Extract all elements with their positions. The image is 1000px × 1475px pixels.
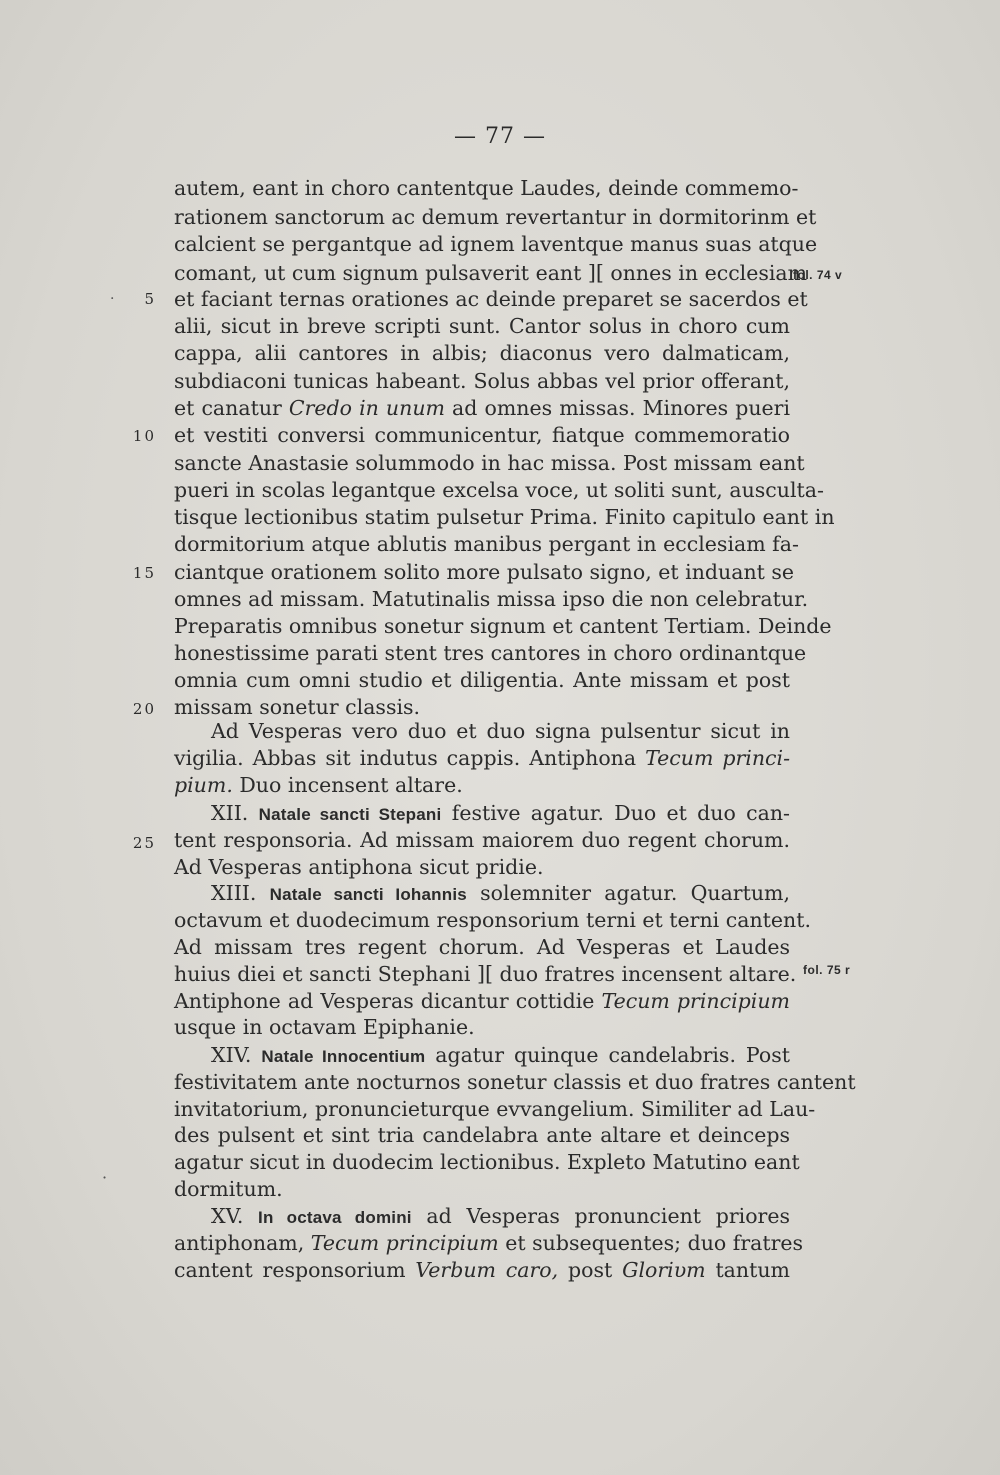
text-segment: dormitum. — [174, 1177, 283, 1201]
section-heading: Natale Innocentium — [261, 1047, 426, 1066]
text-segment: XIII. — [211, 881, 270, 905]
section-heading: In octava domini — [258, 1208, 412, 1227]
text-segment: tisque lectionibus statim pulsetur Prima. Finito capitulo eant in — [174, 505, 835, 529]
text-line — [174, 1257, 790, 1284]
text-segment: festive agatur. Duo et duo can- — [441, 801, 790, 825]
italic-text: Tecum princi- — [645, 746, 791, 770]
text-line — [174, 260, 808, 287]
text-line — [174, 745, 790, 772]
text-segment: omnes ad missam. Matutinalis missa ipso die non celebratur. — [174, 587, 809, 611]
text-segment: ciantque orationem solito more pulsato signo, et induant se — [174, 560, 795, 584]
text-line — [174, 988, 790, 1015]
text-segment: et canatur — [174, 396, 289, 420]
text-line — [174, 1122, 790, 1149]
text-segment: et subsequentes; duo fratres — [498, 1231, 804, 1255]
text-line — [174, 667, 790, 694]
line-number: 25 — [132, 834, 156, 852]
text-segment: invitatorium, pronuncieturque evvangelium. Similiter ad Lau- — [174, 1097, 816, 1121]
text-segment: et faciant ternas orationes ac deinde preparet se sacerdos et — [174, 287, 808, 311]
text-line — [174, 368, 790, 395]
text-line — [211, 1042, 790, 1069]
page-number: — 77 — — [454, 124, 546, 149]
text-line — [211, 1203, 790, 1230]
text-line — [211, 880, 790, 907]
text-line — [174, 1014, 790, 1041]
text-line — [174, 286, 808, 313]
text-segment: Ad Vesperas antiphona sicut pridie. — [174, 855, 544, 879]
text-segment: cantent responsorium — [174, 1258, 416, 1282]
text-segment: Preparatis omnibus sonetur signum et cantent Tertiam. Deinde — [174, 614, 832, 638]
text-segment: omnia cum omni studio et diligentia. Ante missam et post — [174, 668, 790, 692]
text-line — [174, 613, 832, 640]
text-segment: ad omnes missas. Minores pueri — [444, 396, 791, 420]
text-line — [174, 694, 790, 721]
text-line — [174, 422, 790, 449]
text-line — [211, 800, 790, 827]
text-segment: Ad Vesperas vero duo et duo signa pulsentur sicut in — [211, 719, 790, 743]
text-line — [174, 477, 824, 504]
text-line — [174, 961, 797, 988]
text-line — [174, 313, 790, 340]
text-segment: subdiaconi tunicas habeant. Solus abbas vel prior offerant, — [174, 369, 790, 393]
line-number: 20 — [132, 700, 156, 718]
text-segment: XII. — [211, 801, 259, 825]
italic-text: Credo in unum — [288, 396, 445, 420]
text-segment: autem, eant in choro cantentque Laudes, deinde commemo- — [174, 176, 799, 200]
margin-folio-note: fol. 75 r — [803, 963, 851, 977]
italic-text: Tecum principium — [601, 989, 790, 1013]
text-segment: missam sonetur classis. — [174, 695, 421, 719]
section-heading: Natale sancti Stepani — [258, 805, 442, 824]
section-heading: Natale sancti Iohannis — [269, 885, 467, 904]
text-segment: rationem sanctorum ac demum revertantur in dormitorinm et — [174, 205, 817, 229]
text-segment: dormitorium atque ablutis manibus pergant in ecclesiam fa- — [174, 532, 799, 556]
italic-text: Tecum principium — [310, 1231, 499, 1255]
text-segment: Antiphone ad Vesperas dicantur cottidie — [174, 989, 602, 1013]
text-line — [174, 907, 811, 934]
text-segment: XV. — [211, 1204, 259, 1228]
text-line — [174, 231, 818, 258]
italic-text: Verbum caro, — [415, 1258, 559, 1282]
line-number: 15 — [132, 564, 156, 582]
text-line — [174, 1069, 856, 1096]
text-line — [174, 772, 790, 799]
text-line — [174, 531, 799, 558]
text-line — [174, 1096, 816, 1123]
text-line — [174, 450, 805, 477]
text-segment: festivitatem ante nocturnos sonetur classis et duo fratres cantent — [174, 1070, 856, 1094]
italic-text: Gloriυm — [622, 1258, 706, 1282]
text-segment: huius diei et sancti Stephani ][ duo fratres incensent altare. — [174, 962, 797, 986]
text-line — [174, 1176, 790, 1203]
line-number: 5 — [144, 290, 156, 308]
text-line — [174, 934, 790, 961]
text-segment: tent responsoria. Ad missam maiorem duo regent chorum. — [174, 828, 790, 852]
text-line — [174, 175, 799, 202]
text-segment: Ad missam tres regent chorum. Ad Vesperas et Laudes — [174, 935, 790, 959]
text-segment: agatur quinque candelabris. Post — [425, 1043, 791, 1067]
italic-text: pium. — [174, 773, 233, 797]
text-segment: vigilia. Abbas sit indutus cappis. Antiphona — [174, 746, 646, 770]
text-segment: calcient se pergantque ad ignem laventque manus suas atque — [174, 232, 818, 256]
text-line — [174, 827, 790, 854]
text-line — [174, 586, 809, 613]
text-segment: des pulsent et sint tria candelabra ante altare et deinceps — [174, 1123, 790, 1147]
text-segment: XIV. — [211, 1043, 262, 1067]
text-segment: antiphonam, — [174, 1231, 311, 1255]
text-line — [174, 559, 795, 586]
text-segment: pueri in scolas legantque excelsa voce, ut soliti sunt, ausculta- — [174, 478, 824, 502]
text-line — [174, 1230, 804, 1257]
text-segment: tantum — [705, 1258, 790, 1282]
text-line — [174, 395, 790, 422]
text-segment: agatur sicut in duodecim lectionibus. Expleto Matutino eant — [174, 1150, 800, 1174]
text-segment: ad Vesperas pronuncient priores — [411, 1204, 790, 1228]
text-segment: honestissime parati stent tres cantores in choro ordinantque — [174, 641, 807, 665]
text-segment: solemniter agatur. Quartum, — [466, 881, 791, 905]
text-line — [174, 204, 817, 231]
text-segment: sancte Anastasie solummodo in hac missa. Post missam eant — [174, 451, 805, 475]
print-speck: · — [110, 291, 115, 307]
text-line — [174, 340, 790, 367]
line-number: 10 — [132, 427, 156, 445]
text-line — [174, 854, 790, 881]
text-segment: comant, ut cum signum pulsaverit eant ][ onnes in ecclesiam — [174, 261, 808, 285]
text-line — [174, 640, 807, 667]
text-segment: usque in octavam Epiphanie. — [174, 1015, 475, 1039]
text-line — [174, 504, 835, 531]
margin-folio-note: fol. 74 v — [793, 268, 843, 282]
text-segment: post — [558, 1258, 623, 1282]
text-line — [174, 1149, 800, 1176]
text-segment: cappa, alii cantores in albis; diaconus vero dalmaticam, — [174, 341, 790, 365]
text-line — [211, 718, 790, 745]
text-segment: alii, sicut in breve scripti sunt. Cantor solus in choro cum — [174, 314, 790, 338]
text-segment: Duo incensent altare. — [232, 773, 463, 797]
print-speck: · — [102, 1168, 108, 1187]
text-segment: octavum et duodecimum responsorium terni et terni cantent. — [174, 908, 811, 932]
text-segment: et vestiti conversi communicentur, fiatque commemoratio — [174, 423, 790, 447]
